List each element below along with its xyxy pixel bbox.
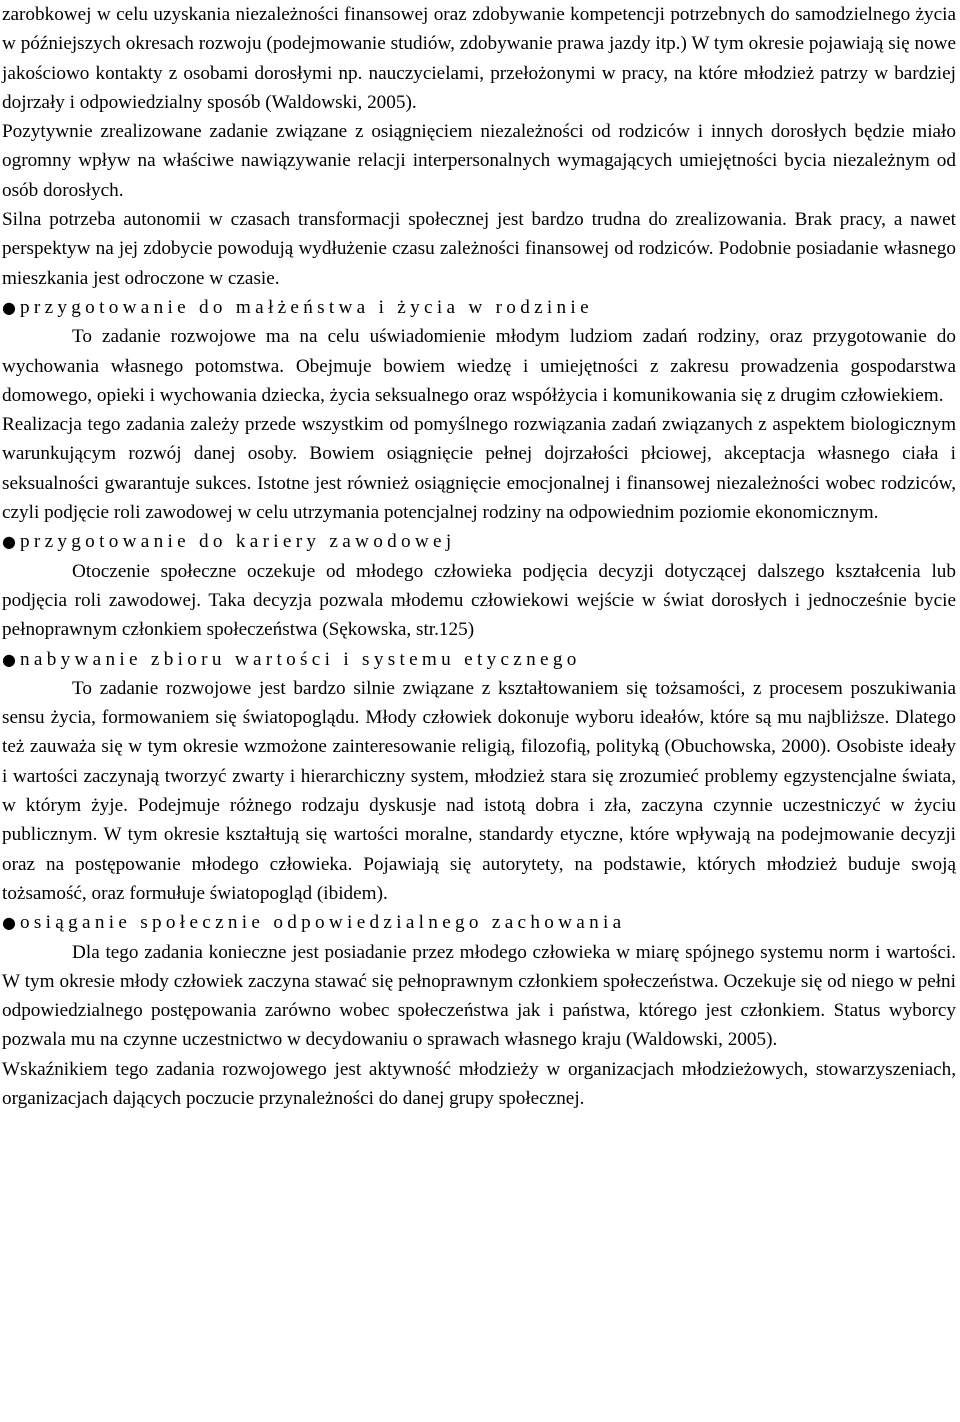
paragraph-marriage-realization: Realizacja tego zadania zależy przede wszystkim od pomyślnego rozwiązania zadań związanych z aspektem biologicznym warunkującym rozwój danej osoby. Bowiem osiągnięcie pełnej dojrzałości płciowej, akceptacja własnego ciała i seksualności gwarantuje sukces. Istotne jest również osiągnięcie emocjonalnej i finansowej niezależności wobec rodziców, czyli podjęcie roli zawodowej w celu utrzymania potencjalnej rodziny na odpowiednim poziomie ekonomicznym.	[2, 414, 956, 524]
bullet-icon: ●	[2, 913, 16, 933]
paragraph-autonomy: Silna potrzeba autonomii w czasach transformacji społecznej jest bardzo trudna do zrealizowania. Brak pracy, a nawet perspektyw na jej zdobycie powodują wydłużenie czasu zależności finansowej od rodziców. Podobnie posiadanie własnego mieszkania jest odroczone w czasie.	[2, 209, 956, 289]
heading-career	[2, 527, 956, 556]
heading-career-text: przygotowanie do kariery zawodowej	[20, 531, 456, 553]
heading-values-text: nabywanie zbioru wartości i systemu etycznego	[20, 648, 581, 670]
bullet-icon: ●	[2, 297, 16, 317]
bullet-icon: ●	[2, 649, 16, 669]
paragraph-indicator: Wskaźnikiem tego zadania rozwojowego jest aktywność młodzieży w organizacjach młodzieżowych, stowarzyszeniach, organizacjach dających poczucie przynależności do danej grupy społecznej.	[2, 1058, 956, 1109]
heading-social-responsibility	[2, 908, 956, 937]
paragraph-independence-context: zarobkowej w celu uzyskania niezależności finansowej oraz zdobywanie kompetencji potrzebnych do samodzielnego życia w późniejszych okresach rozwoju (podejmowanie studiów, zdobywanie prawa jazdy itp.) W tym okresie pojawiają się nowe jakościowo kontakty z osobami dorosłymi np. nauczycielami, przełożonymi w pracy, na które młodzież patrzy w bardziej dojrzały i odpowiedzialny sposób (Waldowski, 2005).	[2, 4, 956, 113]
heading-marriage-family-text: przygotowanie do małżeństwa i życia w rodzinie	[20, 296, 593, 318]
heading-marriage-family	[2, 293, 956, 322]
heading-values	[2, 645, 956, 674]
bullet-icon: ●	[2, 532, 16, 552]
paragraph-marriage-intro: To zadanie rozwojowe ma na celu uświadomienie młodym ludziom zadań rodziny, oraz przygotowanie do wychowania własnego potomstwa. Obejmuje bowiem wiedzę i umiejętności z zakresu prowadzenia gospodarstwa domowego, opieki i wychowania dziecka, życia seksualnego oraz współżycia i komunikowania się z drugim człowiekiem.	[2, 326, 956, 406]
paragraph-social-responsibility: Dla tego zadania konieczne jest posiadanie przez młodego człowieka w miarę spójnego systemu norm i wartości. W tym okresie młody człowiek zaczyna stawać się pełnoprawnym członkiem społeczeństwa. Oczekuje się od niego w pełni odpowiedzialnego postępowania zarówno wobec społeczeństwa jak i państwa, którego jest członkiem. Status wyborcy pozwala mu na czynne uczestnictwo w decydowaniu o sprawach własnego kraju (Waldowski, 2005).	[2, 941, 956, 1051]
paragraph-independence-outcome: Pozytywnie zrealizowane zadanie związane z osiągnięciem niezależności od rodziców i innych dorosłych będzie miało ogromny wpływ na właściwe nawiązywanie relacji interpersonalnych wymagających umiejętności bycia niezależnym od osób dorosłych.	[2, 121, 956, 201]
paragraph-values: To zadanie rozwojowe jest bardzo silnie związane z kształtowaniem się tożsamości, z procesem poszukiwania sensu życia, formowaniem się światopoglądu. Młody człowiek dokonuje wyboru ideałów, które są mu najbliższe. Dlatego też zauważa się w tym okresie wzmożone zainteresowanie religią, filozofią, polityką (Obuchowska, 2000). Osobiste ideały i wartości zaczynają tworzyć zwarty i hierarchiczny system, młodzież stara się zrozumieć problemy egzystencjalne świata, w którym żyje. Podejmuje różnego rodzaju dyskusje nad istotą dobra i zła, zaczyna czynnie uczestniczyć w życiu publicznym. W tym okresie kształtują się wartości moralne, standardy etyczne, które wpływają na podejmowanie decyzji oraz na postępowanie młodego człowieka. Pojawiają się autorytety, na podstawie, których młodzież buduje swoją tożsamość, oraz formułuje światopogląd (ibidem).	[2, 677, 956, 904]
heading-social-responsibility-text: osiąganie społecznie odpowiedzialnego zachowania	[20, 912, 626, 934]
paragraph-career: Otoczenie społeczne oczekuje od młodego człowieka podjęcia decyzji dotyczącej dalszego kształcenia lub podjęcia roli zawodowej. Taka decyzja pozwala młodemu człowiekowi wejście w świat dorosłych i jednocześnie bycie pełnoprawnym członkiem społeczeństwa (Sękowska, str.125)	[2, 560, 956, 641]
